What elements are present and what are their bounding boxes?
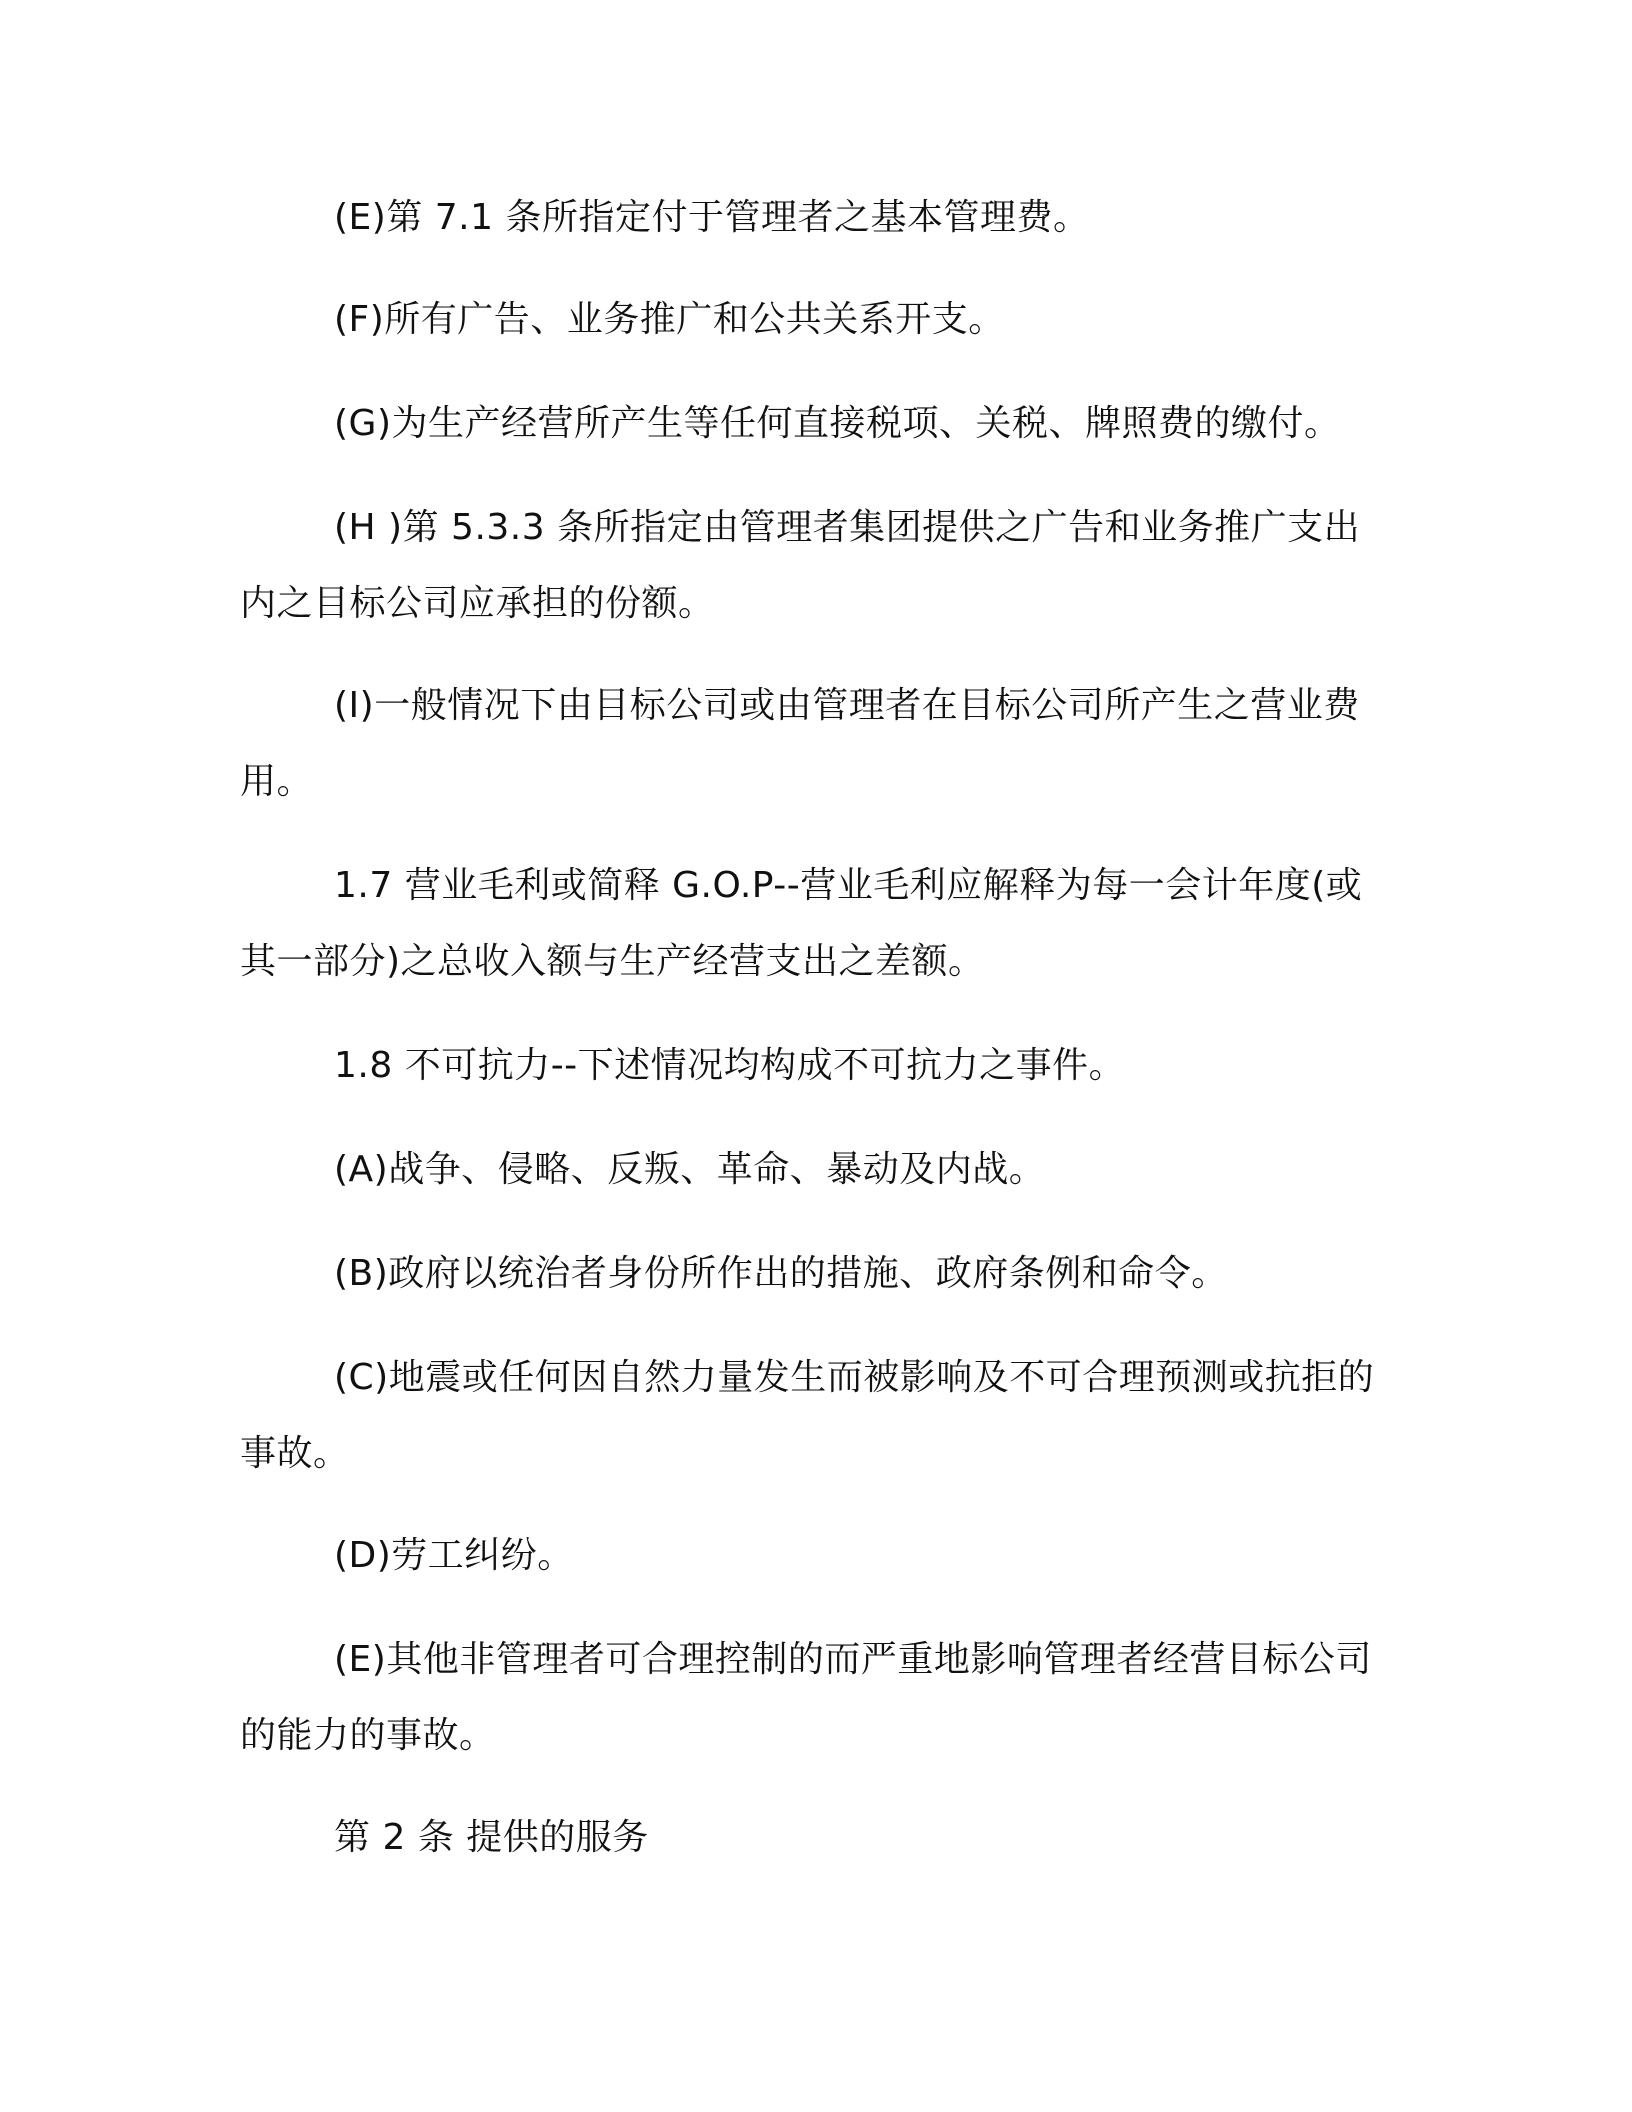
paragraph-g-taxes-and-fees: (G)为生产经营所产生等任何直接税项、关税、牌照费的缴付。 — [334, 403, 1341, 444]
section-1-7-gross-operating-profit: 1.7 营业毛利或简释 G.O.P--营业毛利应解释为每一会计年度(或其一部分)之总收入额与生产经营支出之差额。 — [240, 865, 1363, 982]
paragraph-e-basic-management-fee: (E)第 7.1 条所指定付于管理者之基本管理费。 — [334, 197, 1090, 238]
section-1-8-force-majeure: 1.8 不可抗力--下述情况均构成不可抗力之事件。 — [334, 1045, 1126, 1086]
paragraph-d-labor-disputes: (D)劳工纠纷。 — [334, 1535, 574, 1576]
paragraph-h-advertising-share: (H )第 5.3.3 条所指定由管理者集团提供之广告和业务推广支出内之目标公司应承担的份额。 — [240, 507, 1361, 624]
paragraph-c-natural-disasters: (C)地震或任何因自然力量发生而被影响及不可合理预测或抗拒的事故。 — [240, 1357, 1375, 1474]
paragraph-a-war-and-unrest: (A)战争、侵略、反叛、革命、暴动及内战。 — [334, 1149, 1046, 1190]
paragraph-e-other-events: (E)其他非管理者可合理控制的而严重地影响管理者经营目标公司的能力的事故。 — [240, 1639, 1372, 1756]
paragraph-f-advertising-expenses: (F)所有广告、业务推广和公共关系开支。 — [334, 299, 1005, 340]
paragraph-i-operating-expenses: (I)一般情况下由目标公司或由管理者在目标公司所产生之营业费用。 — [240, 685, 1360, 802]
paragraph-b-government-actions: (B)政府以统治者身份所作出的措施、政府条例和命令。 — [334, 1253, 1228, 1294]
section-2-services-heading: 第 2 条 提供的服务 — [334, 1817, 649, 1858]
